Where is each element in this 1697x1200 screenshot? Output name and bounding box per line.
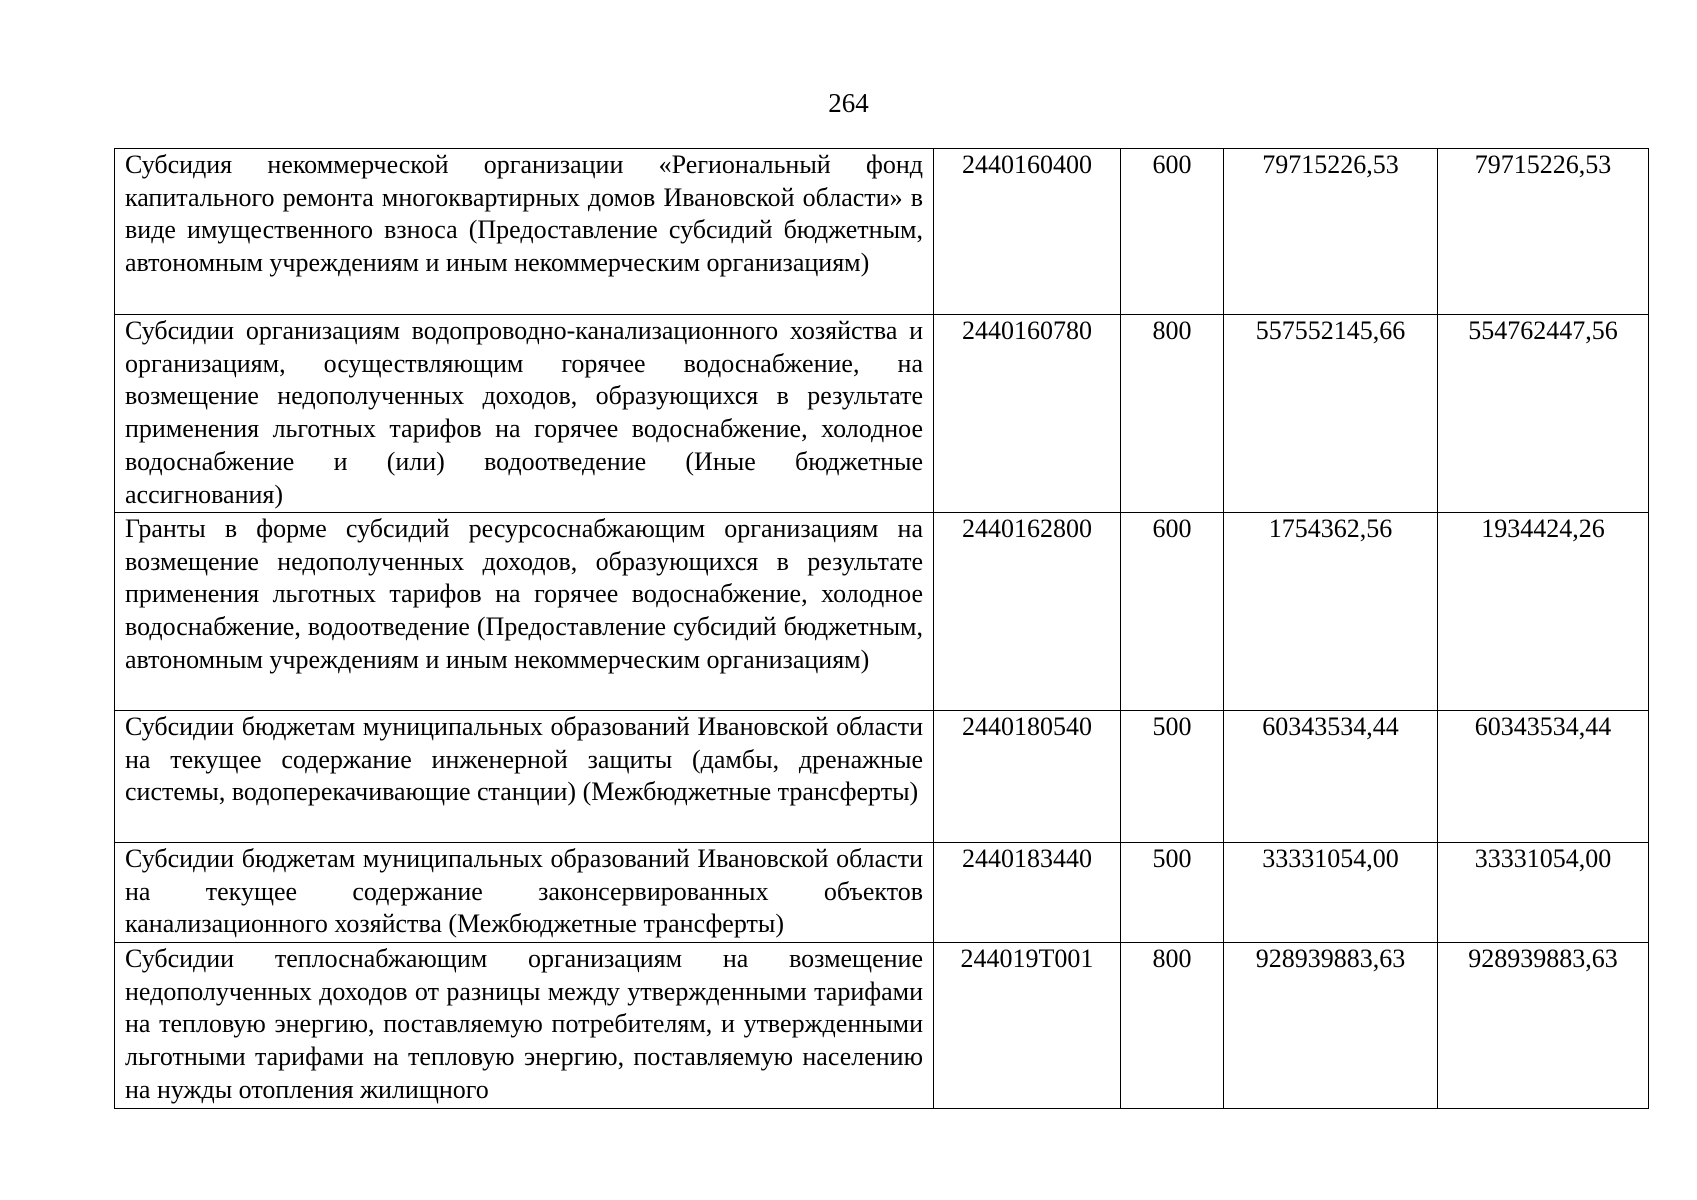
row-target-code: 244019Т001 bbox=[934, 943, 1121, 1109]
table-row bbox=[115, 843, 1649, 943]
row-target-code: 2440160780 bbox=[934, 315, 1121, 513]
budget-table bbox=[114, 148, 1649, 1109]
row-expense-type: 800 bbox=[1121, 943, 1224, 1109]
row-target-code: 2440180540 bbox=[934, 711, 1121, 843]
row-amount-2: 79715226,53 bbox=[1438, 149, 1649, 315]
page-number: 264 bbox=[828, 88, 869, 118]
table-row bbox=[115, 315, 1649, 513]
table-row bbox=[115, 711, 1649, 843]
row-description: Субсидии теплоснабжающим организациям на возмещение недополученных доходов от разницы между утвержденными тарифами на тепловую энергию, поставляемую потребителям, и утвержденными льготными тарифами на тепловую энергию, поставляемую населению на нужды отопления жилищного bbox=[115, 943, 934, 1109]
row-description: Гранты в форме субсидий ресурсоснабжающим организациям на возмещение недополученных доходов, образующихся в результате применения льготных тарифов на горячее водоснабжение, холодное водоснабжение, водоотведение (Предоставление субсидий бюджетным, автономным учреждениям и иным некоммерческим организациям) bbox=[115, 513, 934, 711]
row-amount-2: 60343534,44 bbox=[1438, 711, 1649, 843]
row-amount-2: 928939883,63 bbox=[1438, 943, 1649, 1109]
row-amount-2: 33331054,00 bbox=[1438, 843, 1649, 943]
row-expense-type: 500 bbox=[1121, 711, 1224, 843]
row-target-code: 2440160400 bbox=[934, 149, 1121, 315]
row-description: Субсидии бюджетам муниципальных образований Ивановской области на текущее содержание инженерной защиты (дамбы, дренажные системы, водоперекачивающие станции) (Межбюджетные трансферты) bbox=[115, 711, 934, 843]
row-target-code: 2440183440 bbox=[934, 843, 1121, 943]
table-row bbox=[115, 149, 1649, 315]
row-amount-1: 60343534,44 bbox=[1224, 711, 1438, 843]
row-description: Субсидии бюджетам муниципальных образований Ивановской области на текущее содержание законсервированных объектов канализационного хозяйства (Межбюджетные трансферты) bbox=[115, 843, 934, 943]
row-amount-1: 557552145,66 bbox=[1224, 315, 1438, 513]
row-expense-type: 500 bbox=[1121, 843, 1224, 943]
table-row bbox=[115, 943, 1649, 1109]
row-expense-type: 800 bbox=[1121, 315, 1224, 513]
row-amount-1: 928939883,63 bbox=[1224, 943, 1438, 1109]
row-description: Субсидии организациям водопроводно-канализационного хозяйства и организациям, осуществляющим горячее водоснабжение, на возмещение недополученных доходов, образующихся в результате применения льготных тарифов на горячее водоснабжение, холодное водоснабжение и (или) водоотведение (Иные бюджетные ассигнования) bbox=[115, 315, 934, 513]
row-amount-1: 79715226,53 bbox=[1224, 149, 1438, 315]
row-target-code: 2440162800 bbox=[934, 513, 1121, 711]
row-amount-1: 33331054,00 bbox=[1224, 843, 1438, 943]
table-row bbox=[115, 513, 1649, 711]
row-expense-type: 600 bbox=[1121, 149, 1224, 315]
row-expense-type: 600 bbox=[1121, 513, 1224, 711]
row-amount-2: 554762447,56 bbox=[1438, 315, 1649, 513]
row-amount-2: 1934424,26 bbox=[1438, 513, 1649, 711]
row-amount-1: 1754362,56 bbox=[1224, 513, 1438, 711]
row-description: Субсидия некоммерческой организации «Региональный фонд капитального ремонта многоквартирных домов Ивановской области» в виде имущественного взноса (Предоставление субсидий бюджетным, автономным учреждениям и иным некоммерческим организациям) bbox=[115, 149, 934, 315]
